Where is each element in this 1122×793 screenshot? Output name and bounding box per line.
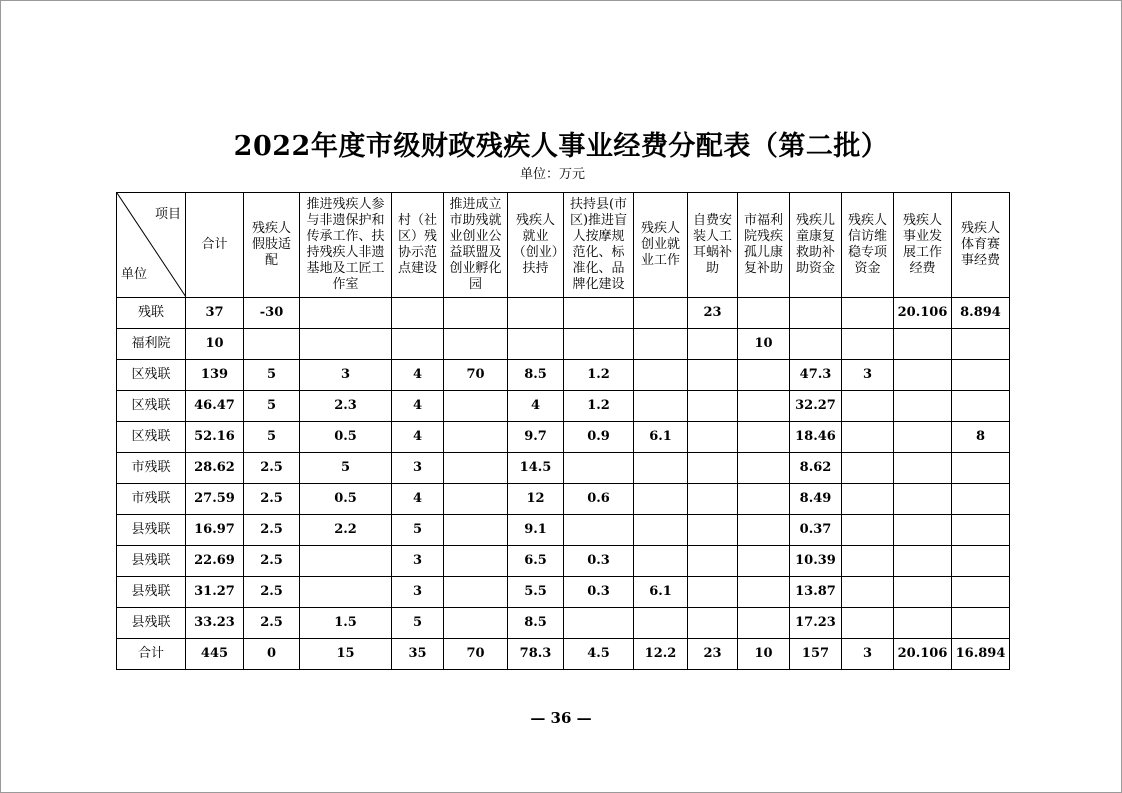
table-cell: 5 bbox=[244, 422, 300, 453]
table-cell: 3 bbox=[392, 577, 444, 608]
table-cell: 8.894 bbox=[952, 298, 1010, 329]
table-cell: 3 bbox=[392, 453, 444, 484]
table-cell bbox=[688, 515, 738, 546]
column-header: 残疾人创业就业工作 bbox=[634, 193, 688, 298]
table-cell bbox=[738, 422, 790, 453]
column-header: 村（社区）残协示范点建设 bbox=[392, 193, 444, 298]
table-cell: 20.106 bbox=[894, 298, 952, 329]
table-cell bbox=[564, 453, 634, 484]
column-header: 扶持县(市区)推进盲人按摩规范化、标准化、品牌化建设 bbox=[564, 193, 634, 298]
table-cell: 445 bbox=[186, 639, 244, 670]
table-cell bbox=[300, 577, 392, 608]
table-cell: -30 bbox=[244, 298, 300, 329]
table-cell bbox=[300, 298, 392, 329]
table-cell bbox=[564, 608, 634, 639]
table-cell: 4 bbox=[508, 391, 564, 422]
table-cell bbox=[952, 484, 1010, 515]
table-cell: 2.5 bbox=[244, 484, 300, 515]
table-cell bbox=[688, 453, 738, 484]
corner-unit-label: 单位 bbox=[121, 267, 148, 282]
table-cell bbox=[444, 329, 508, 360]
table-cell: 31.27 bbox=[186, 577, 244, 608]
table-cell bbox=[508, 298, 564, 329]
table-cell: 20.106 bbox=[894, 639, 952, 670]
table-cell bbox=[738, 360, 790, 391]
table-cell bbox=[952, 577, 1010, 608]
table-cell bbox=[688, 577, 738, 608]
table-cell bbox=[952, 608, 1010, 639]
table-cell bbox=[738, 608, 790, 639]
table-cell bbox=[392, 298, 444, 329]
table-cell bbox=[952, 453, 1010, 484]
table-cell: 33.23 bbox=[186, 608, 244, 639]
row-unit-label: 区残联 bbox=[117, 422, 186, 453]
row-unit-label: 县残联 bbox=[117, 577, 186, 608]
table-cell: 5 bbox=[392, 608, 444, 639]
table-cell bbox=[564, 329, 634, 360]
table-row bbox=[117, 608, 1010, 639]
table-cell: 4 bbox=[392, 391, 444, 422]
table-cell bbox=[842, 484, 894, 515]
table-cell: 3 bbox=[842, 639, 894, 670]
table-row bbox=[117, 484, 1010, 515]
table-cell: 2.5 bbox=[244, 453, 300, 484]
table-cell bbox=[392, 329, 444, 360]
table-cell bbox=[444, 608, 508, 639]
table-cell: 23 bbox=[688, 639, 738, 670]
column-header: 推进成立市助残就业创业公益联盟及创业孵化园 bbox=[444, 193, 508, 298]
table-cell: 9.1 bbox=[508, 515, 564, 546]
table-cell: 0.9 bbox=[564, 422, 634, 453]
table-cell bbox=[444, 298, 508, 329]
table-cell: 139 bbox=[186, 360, 244, 391]
table-cell bbox=[688, 546, 738, 577]
table-cell bbox=[444, 422, 508, 453]
table-cell bbox=[842, 608, 894, 639]
table-cell bbox=[444, 546, 508, 577]
table-cell: 12.2 bbox=[634, 639, 688, 670]
table-cell: 8.62 bbox=[790, 453, 842, 484]
table-cell: 16.894 bbox=[952, 639, 1010, 670]
table-cell bbox=[894, 422, 952, 453]
table-cell bbox=[564, 298, 634, 329]
column-header: 合计 bbox=[186, 193, 244, 298]
table-cell bbox=[842, 391, 894, 422]
table-cell bbox=[738, 298, 790, 329]
table-cell: 1.2 bbox=[564, 360, 634, 391]
table-row bbox=[117, 577, 1010, 608]
corner-item-label: 项目 bbox=[154, 207, 181, 222]
table-cell bbox=[952, 329, 1010, 360]
table-cell bbox=[634, 360, 688, 391]
table-row bbox=[117, 546, 1010, 577]
table-cell: 3 bbox=[842, 360, 894, 391]
table-cell: 23 bbox=[688, 298, 738, 329]
table-cell bbox=[842, 329, 894, 360]
table-cell bbox=[790, 298, 842, 329]
table-cell: 27.59 bbox=[186, 484, 244, 515]
table-cell: 9.7 bbox=[508, 422, 564, 453]
table-cell: 2.5 bbox=[244, 515, 300, 546]
table-cell bbox=[952, 546, 1010, 577]
table-cell bbox=[842, 577, 894, 608]
table-cell bbox=[842, 453, 894, 484]
page-number: — 36 — bbox=[530, 709, 592, 727]
column-header: 自费安装人工耳蜗补助 bbox=[688, 193, 738, 298]
table-cell: 28.62 bbox=[186, 453, 244, 484]
table-cell bbox=[738, 484, 790, 515]
table-cell bbox=[634, 608, 688, 639]
table-cell: 2.5 bbox=[244, 546, 300, 577]
table-cell: 6.1 bbox=[634, 422, 688, 453]
unit-label: 单位：万元 bbox=[520, 167, 586, 182]
table-cell: 13.87 bbox=[790, 577, 842, 608]
table-cell: 6.1 bbox=[634, 577, 688, 608]
table-cell bbox=[688, 391, 738, 422]
allocation-table bbox=[116, 192, 1010, 670]
table-cell bbox=[634, 484, 688, 515]
table-cell: 5.5 bbox=[508, 577, 564, 608]
table-cell bbox=[842, 298, 894, 329]
table-cell bbox=[300, 546, 392, 577]
table-cell: 3 bbox=[392, 546, 444, 577]
table-cell: 2.5 bbox=[244, 608, 300, 639]
table-cell bbox=[564, 515, 634, 546]
table-cell: 3 bbox=[300, 360, 392, 391]
table-cell: 78.3 bbox=[508, 639, 564, 670]
table-cell bbox=[790, 329, 842, 360]
row-unit-label: 区残联 bbox=[117, 391, 186, 422]
table-cell bbox=[634, 329, 688, 360]
column-header: 残疾人体育赛事经费 bbox=[952, 193, 1010, 298]
table-cell bbox=[634, 546, 688, 577]
table-cell: 6.5 bbox=[508, 546, 564, 577]
table-cell: 1.2 bbox=[564, 391, 634, 422]
header-corner bbox=[117, 193, 186, 298]
row-unit-label: 县残联 bbox=[117, 515, 186, 546]
table-cell bbox=[634, 391, 688, 422]
table-row bbox=[117, 515, 1010, 546]
table-cell bbox=[634, 298, 688, 329]
table-cell: 0.3 bbox=[564, 546, 634, 577]
table-row bbox=[117, 360, 1010, 391]
table-cell bbox=[688, 422, 738, 453]
table-cell: 46.47 bbox=[186, 391, 244, 422]
table-cell bbox=[688, 608, 738, 639]
table-cell: 0.3 bbox=[564, 577, 634, 608]
column-header: 市福利院残疾孤儿康复补助 bbox=[738, 193, 790, 298]
table-cell: 8.49 bbox=[790, 484, 842, 515]
row-unit-label: 县残联 bbox=[117, 608, 186, 639]
table-cell: 14.5 bbox=[508, 453, 564, 484]
table-cell: 5 bbox=[392, 515, 444, 546]
table-cell bbox=[894, 360, 952, 391]
table-cell: 10 bbox=[738, 639, 790, 670]
table-cell bbox=[444, 515, 508, 546]
table-cell: 10.39 bbox=[790, 546, 842, 577]
table-cell bbox=[894, 484, 952, 515]
row-unit-label: 福利院 bbox=[117, 329, 186, 360]
row-unit-label: 合计 bbox=[117, 639, 186, 670]
column-header: 残疾人就业（创业）扶持 bbox=[508, 193, 564, 298]
table-cell: 0 bbox=[244, 639, 300, 670]
table-cell bbox=[738, 515, 790, 546]
table-cell: 1.5 bbox=[300, 608, 392, 639]
table-cell: 4.5 bbox=[564, 639, 634, 670]
column-header: 推进残疾人参与非遗保护和传承工作、扶持残疾人非遗基地及工匠工作室 bbox=[300, 193, 392, 298]
table-cell: 15 bbox=[300, 639, 392, 670]
table-cell bbox=[894, 515, 952, 546]
table-row bbox=[117, 391, 1010, 422]
page-title: 2022年度市级财政残疾人事业经费分配表（第二批） bbox=[233, 131, 889, 162]
table-cell: 8 bbox=[952, 422, 1010, 453]
table-cell: 4 bbox=[392, 484, 444, 515]
table-cell bbox=[842, 515, 894, 546]
table-cell: 2.2 bbox=[300, 515, 392, 546]
table-cell bbox=[842, 422, 894, 453]
table-cell bbox=[738, 577, 790, 608]
table-cell bbox=[952, 515, 1010, 546]
row-unit-label: 市残联 bbox=[117, 484, 186, 515]
table-cell bbox=[444, 453, 508, 484]
table-cell bbox=[894, 577, 952, 608]
table-cell bbox=[738, 546, 790, 577]
table-cell bbox=[842, 546, 894, 577]
table-row bbox=[117, 298, 1010, 329]
table-cell: 8.5 bbox=[508, 360, 564, 391]
table-cell bbox=[894, 608, 952, 639]
table-cell: 17.23 bbox=[790, 608, 842, 639]
table-cell bbox=[738, 391, 790, 422]
table-cell: 0.5 bbox=[300, 484, 392, 515]
table-cell bbox=[952, 391, 1010, 422]
table-cell: 70 bbox=[444, 360, 508, 391]
table-cell: 2.5 bbox=[244, 577, 300, 608]
row-unit-label: 市残联 bbox=[117, 453, 186, 484]
table-cell bbox=[894, 453, 952, 484]
row-unit-label: 残联 bbox=[117, 298, 186, 329]
table-cell: 35 bbox=[392, 639, 444, 670]
table-cell: 0.37 bbox=[790, 515, 842, 546]
table-cell: 4 bbox=[392, 360, 444, 391]
table-cell: 4 bbox=[392, 422, 444, 453]
table-cell: 0.5 bbox=[300, 422, 392, 453]
table-cell bbox=[444, 391, 508, 422]
total-row bbox=[117, 639, 1010, 670]
table-cell bbox=[244, 329, 300, 360]
table-cell: 47.3 bbox=[790, 360, 842, 391]
column-header: 残疾人假肢适配 bbox=[244, 193, 300, 298]
table-cell: 157 bbox=[790, 639, 842, 670]
table-cell bbox=[300, 329, 392, 360]
table-cell bbox=[634, 515, 688, 546]
table-row bbox=[117, 422, 1010, 453]
table-header-row bbox=[117, 193, 1010, 298]
table-cell: 32.27 bbox=[790, 391, 842, 422]
table-cell: 5 bbox=[244, 360, 300, 391]
table-cell: 22.69 bbox=[186, 546, 244, 577]
table-cell: 18.46 bbox=[790, 422, 842, 453]
table-cell bbox=[894, 329, 952, 360]
table-cell: 5 bbox=[244, 391, 300, 422]
row-unit-label: 县残联 bbox=[117, 546, 186, 577]
table-cell bbox=[634, 453, 688, 484]
table-cell bbox=[894, 546, 952, 577]
row-unit-label: 区残联 bbox=[117, 360, 186, 391]
table-body bbox=[117, 298, 1010, 670]
table-cell: 0.6 bbox=[564, 484, 634, 515]
table-cell bbox=[738, 453, 790, 484]
column-header: 残疾人事业发展工作经费 bbox=[894, 193, 952, 298]
table-cell bbox=[444, 577, 508, 608]
table-cell: 52.16 bbox=[186, 422, 244, 453]
table-cell: 16.97 bbox=[186, 515, 244, 546]
table-row bbox=[117, 453, 1010, 484]
table-cell: 37 bbox=[186, 298, 244, 329]
table-cell bbox=[508, 329, 564, 360]
table-cell bbox=[688, 360, 738, 391]
table-cell bbox=[894, 391, 952, 422]
table-cell: 5 bbox=[300, 453, 392, 484]
table-cell bbox=[688, 329, 738, 360]
table-cell: 8.5 bbox=[508, 608, 564, 639]
table-cell: 10 bbox=[186, 329, 244, 360]
table-cell bbox=[688, 484, 738, 515]
table-cell bbox=[444, 484, 508, 515]
table-cell: 2.3 bbox=[300, 391, 392, 422]
table-cell: 12 bbox=[508, 484, 564, 515]
table-cell bbox=[952, 360, 1010, 391]
column-header: 残疾人信访维稳专项资金 bbox=[842, 193, 894, 298]
column-header: 残疾儿童康复救助补助资金 bbox=[790, 193, 842, 298]
table-cell: 70 bbox=[444, 639, 508, 670]
table-cell: 10 bbox=[738, 329, 790, 360]
table-row bbox=[117, 329, 1010, 360]
